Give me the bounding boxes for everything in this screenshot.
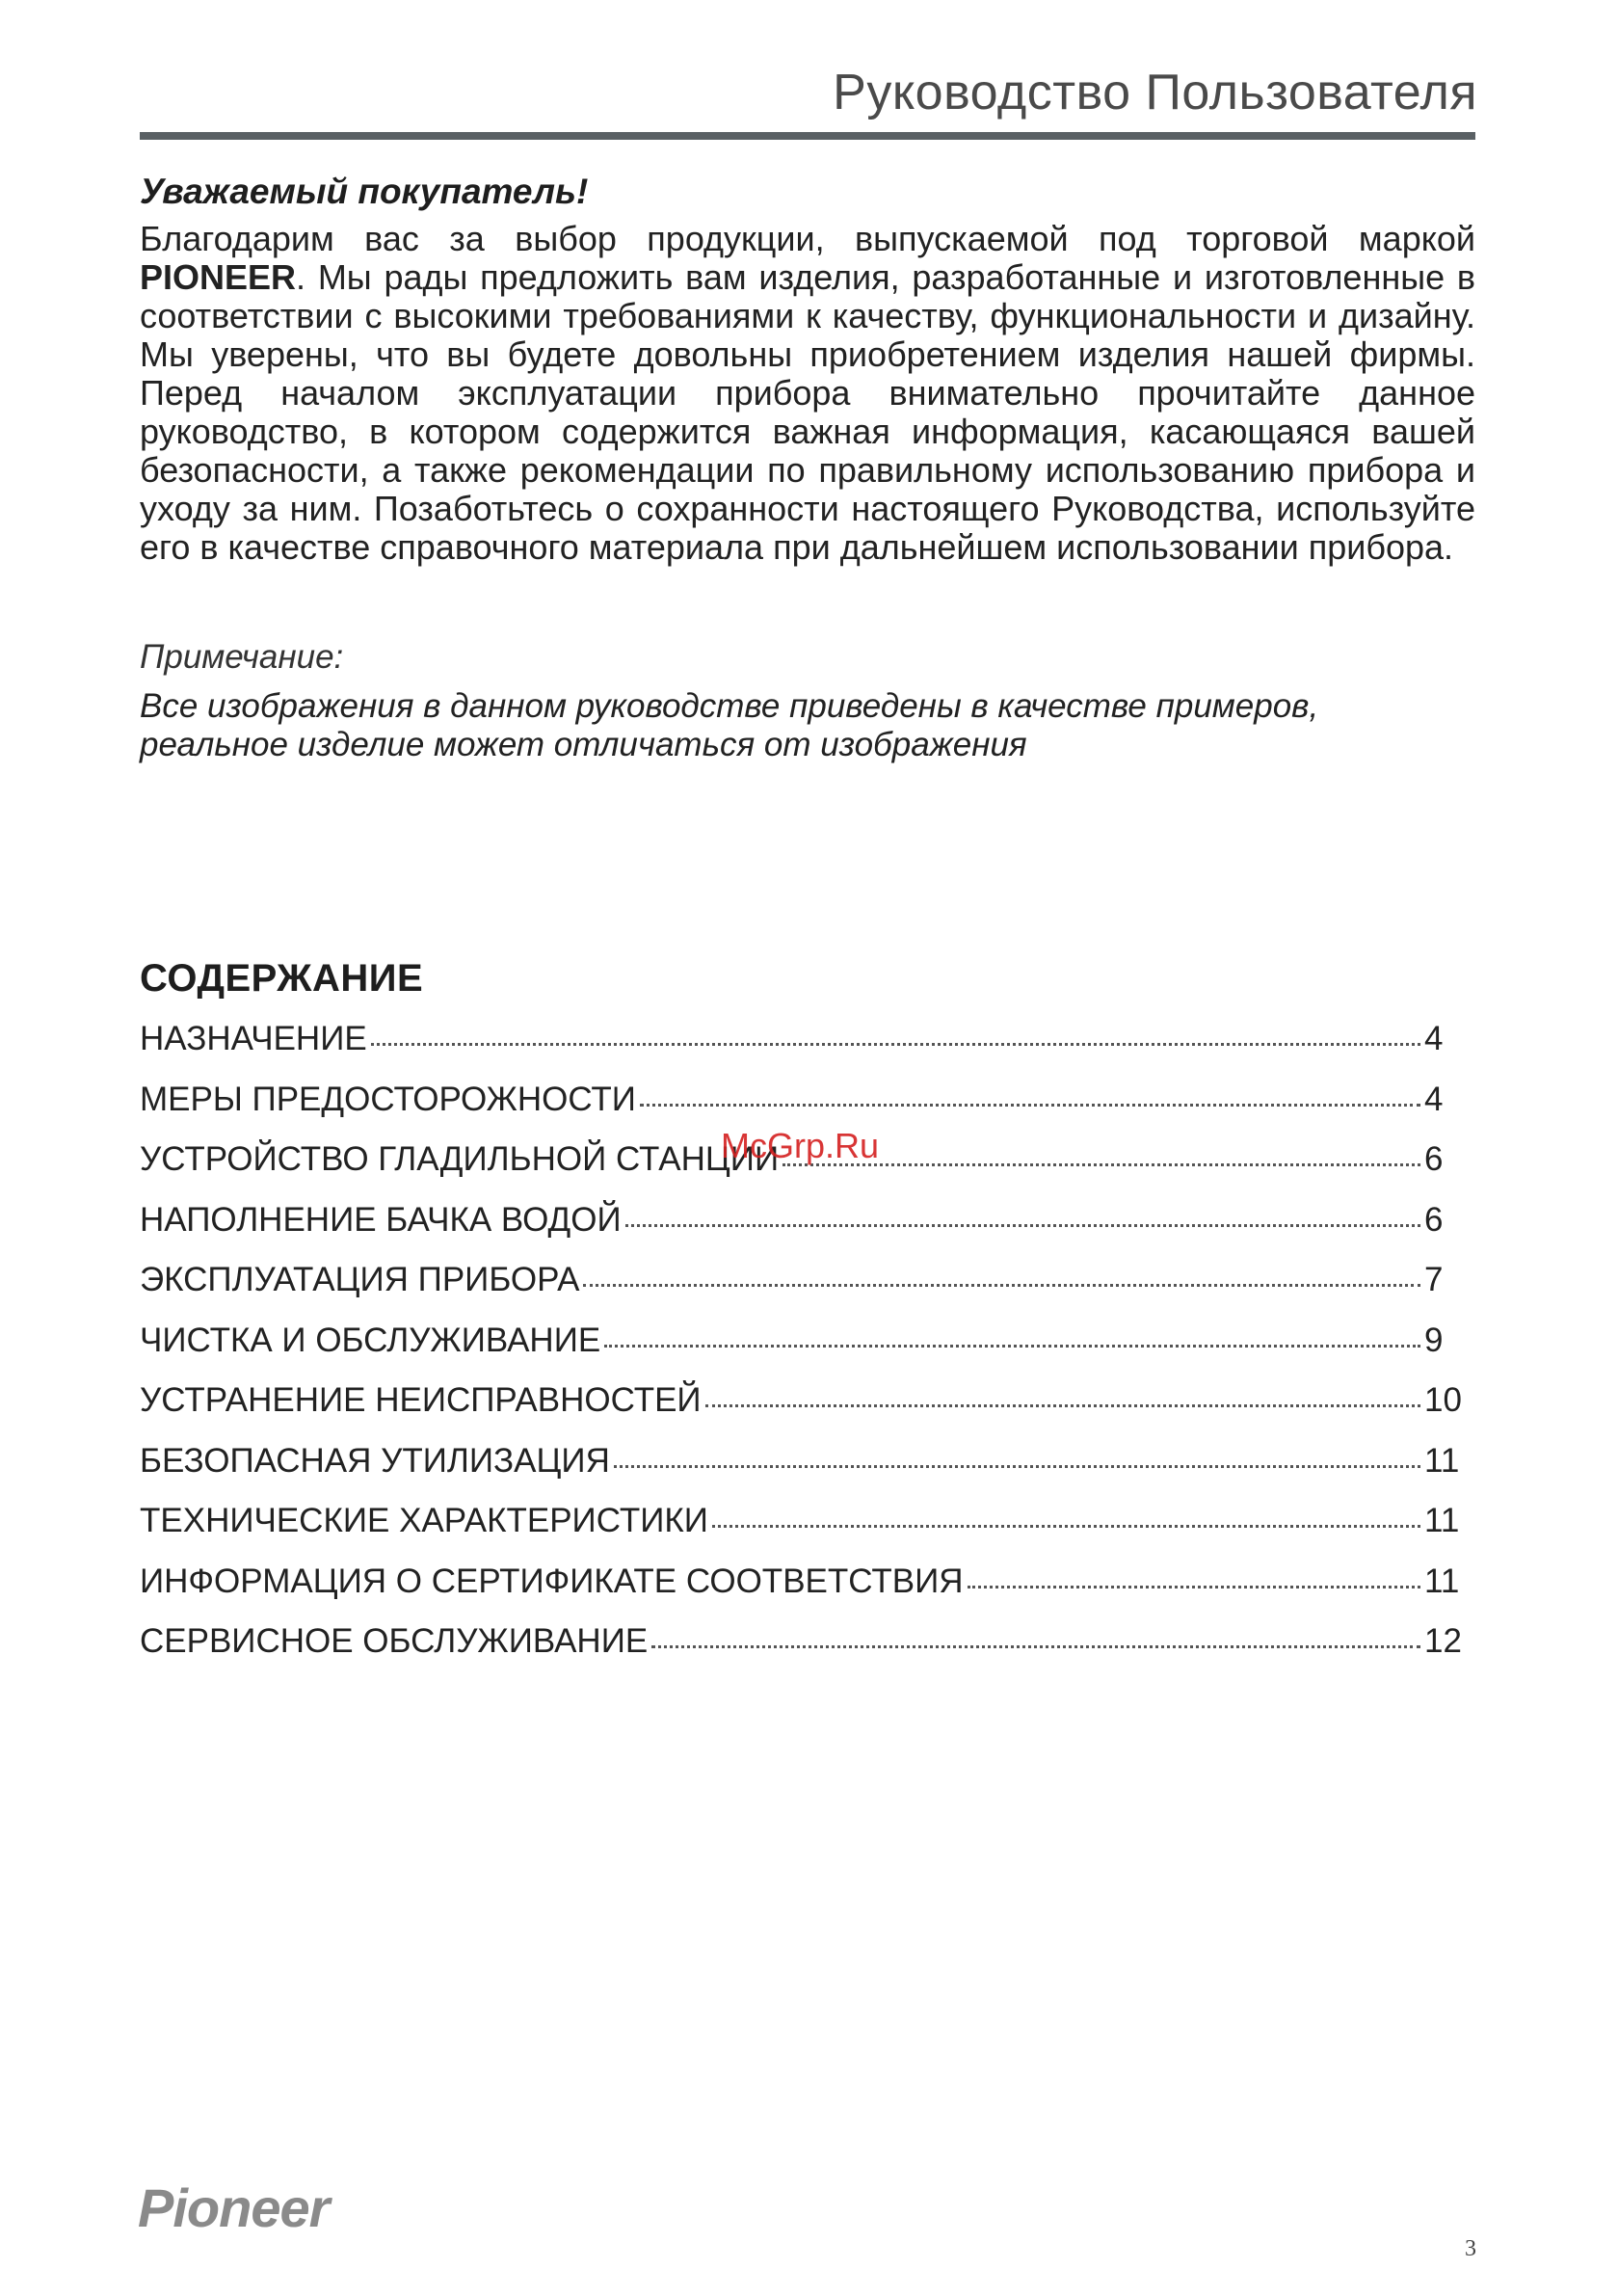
- toc-entry-title: ЭКСПЛУАТАЦИЯ ПРИБОРА: [140, 1261, 580, 1298]
- toc-entry[interactable]: [140, 1562, 1463, 1623]
- toc-entry-page: 11: [1424, 1441, 1460, 1480]
- toc-entry-page: 10: [1424, 1381, 1462, 1419]
- note-label: Примечание:: [140, 638, 344, 676]
- toc-leader-dots: [651, 1645, 1420, 1648]
- header-divider: [140, 132, 1475, 140]
- toc-entry-title: СЕРВИСНОЕ ОБСЛУЖИВАНИЕ: [140, 1622, 649, 1660]
- toc-entry-page: 7: [1424, 1261, 1444, 1298]
- page-header-title: Руководство Пользователя: [833, 65, 1477, 120]
- toc-entry-page: 11: [1424, 1562, 1460, 1600]
- toc-heading: СОДЕРЖАНИЕ: [140, 957, 424, 1000]
- note-text: Все изображения в данном руководстве приведены в качестве примеров, реальное изделие может отличаться от изображения: [140, 687, 1319, 763]
- toc-entry[interactable]: [140, 1622, 1463, 1683]
- toc-entry-title: ИНФОРМАЦИЯ О СЕРТИФИКАТЕ СООТВЕТСТВИЯ: [140, 1562, 964, 1600]
- toc-entry-title: НАПОЛНЕНИЕ БАЧКА ВОДОЙ: [140, 1200, 622, 1239]
- toc-leader-dots: [625, 1224, 1420, 1227]
- toc-leader-dots: [371, 1043, 1420, 1046]
- intro-text-start: Благодарим вас за выбор продукции, выпускаемой под торговой маркой: [140, 219, 1475, 258]
- toc-entry-title: УСТРОЙСТВО ГЛАДИЛЬНОЙ СТАНЦИИ: [140, 1140, 780, 1178]
- toc-entry[interactable]: [140, 1322, 1463, 1382]
- greeting-heading: Уважаемый покупатель!: [140, 172, 589, 211]
- toc-entry-title: БЕЗОПАСНАЯ УТИЛИЗАЦИЯ: [140, 1441, 610, 1480]
- toc-entry-title: МЕРЫ ПРЕДОСТОРОЖНОСТИ: [140, 1080, 636, 1118]
- toc-entry-page: 11: [1424, 1502, 1460, 1539]
- watermark-text: McGrp.Ru: [721, 1126, 880, 1165]
- toc-leader-dots: [604, 1345, 1420, 1348]
- toc-entry-page: 4: [1424, 1020, 1444, 1057]
- toc-entry-page: 12: [1424, 1622, 1462, 1660]
- toc-leader-dots: [583, 1284, 1420, 1287]
- toc-entry-title: ЧИСТКА И ОБСЛУЖИВАНИЕ: [140, 1321, 601, 1359]
- toc-entry-page: 4: [1424, 1080, 1444, 1118]
- brand-name: PIONEER: [140, 257, 297, 297]
- table-of-contents: [140, 1020, 1463, 1683]
- toc-entry[interactable]: [140, 1020, 1463, 1081]
- toc-entry[interactable]: [140, 1502, 1463, 1562]
- toc-entry[interactable]: [140, 1261, 1463, 1322]
- toc-leader-dots: [712, 1525, 1420, 1528]
- toc-entry[interactable]: [140, 1381, 1463, 1442]
- page-number: 3: [1465, 2236, 1476, 2261]
- intro-paragraph: [140, 220, 1475, 567]
- toc-entry[interactable]: [140, 1442, 1463, 1503]
- intro-text-end: . Мы рады предложить вам изделия, разработанные и изготовленные в соответствии с высокими требованиями к качеству, функциональности и дизайну. Мы уверены, что вы будете довольны приобретением изделия нашей фирмы. Перед началом эксплуатации прибора внимательно прочитайте данное руководство, в котором содержится важная информация, касающаяся вашей безопасности, а также рекомендации по правильному использованию прибора и уходу за ним. Позаботьтесь о сохранности настоящего Руководства, используйте его в качестве справочного материала при дальнейшем использовании прибора.: [140, 257, 1475, 567]
- toc-entry-page: 6: [1424, 1140, 1444, 1178]
- toc-entry-title: ТЕХНИЧЕСКИЕ ХАРАКТЕРИСТИКИ: [140, 1502, 708, 1539]
- toc-leader-dots: [705, 1404, 1420, 1407]
- toc-entry[interactable]: [140, 1201, 1463, 1262]
- toc-entry-title: УСТРАНЕНИЕ НЕИСПРАВНОСТЕЙ: [140, 1381, 702, 1419]
- toc-entry-title: НАЗНАЧЕНИЕ: [140, 1020, 367, 1057]
- toc-leader-dots: [968, 1586, 1420, 1589]
- toc-entry-page: 9: [1424, 1321, 1444, 1359]
- toc-entry-page: 6: [1424, 1200, 1444, 1239]
- toc-leader-dots: [614, 1465, 1420, 1468]
- toc-leader-dots: [640, 1104, 1420, 1107]
- brand-logo: Pioneer: [138, 2177, 330, 2238]
